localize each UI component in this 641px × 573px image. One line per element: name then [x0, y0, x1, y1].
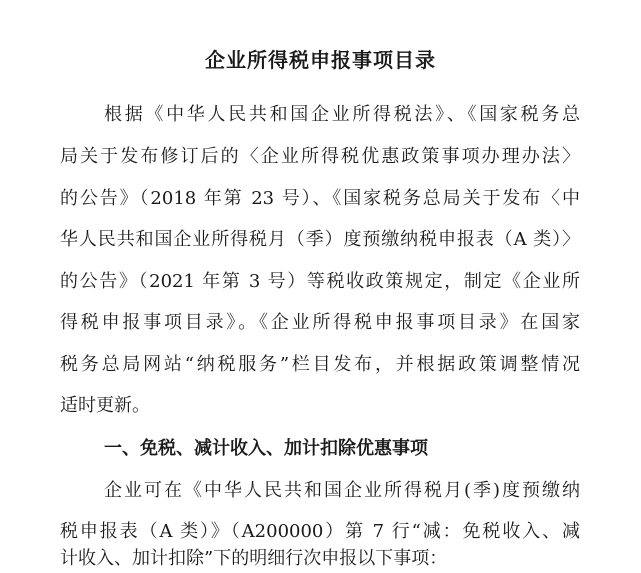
paragraph-2-line-2: 税申报表（A 类）》（A200000）第 7 行“减：免税收入、减 [60, 521, 580, 542]
paragraph-1-line-4: 华人民共和国企业所得税月（季）度预缴纳税申报表（A 类）〉 [60, 229, 580, 250]
paragraph-1-line-7: 税务总局网站“纳税服务”栏目发布，并根据政策调整情况 [60, 354, 580, 375]
paragraph-1-line-1: 根据《中华人民共和国企业所得税法》、《国家税务总 [104, 104, 580, 125]
paragraph-1-line-5: 的公告》（2021 年第 3 号）等税收政策规定，制定《企业所 [60, 271, 580, 292]
paragraph-1-line-8: 适时更新。 [60, 395, 150, 416]
document-title: 企业所得税申报事项目录 [205, 48, 436, 72]
paragraph-1-line-2: 局关于发布修订后的〈企业所得税优惠政策事项办理办法〉 [60, 146, 580, 167]
paragraph-2-line-3: 计收入、加计扣除”下的明细行次申报以下事项： [60, 548, 448, 569]
paragraph-1-line-3: 的公告》（2018 年第 23 号）、《国家税务总局关于发布〈中 [60, 188, 580, 209]
section-1-heading: 一、免税、减计收入、加计扣除优惠事项 [104, 438, 428, 459]
paragraph-2-line-1: 企业可在《中华人民共和国企业所得税月(季)度预缴纳 [104, 480, 580, 501]
paragraph-1-line-6: 得税申报事项目录》。《企业所得税申报事项目录》在国家 [60, 312, 580, 333]
